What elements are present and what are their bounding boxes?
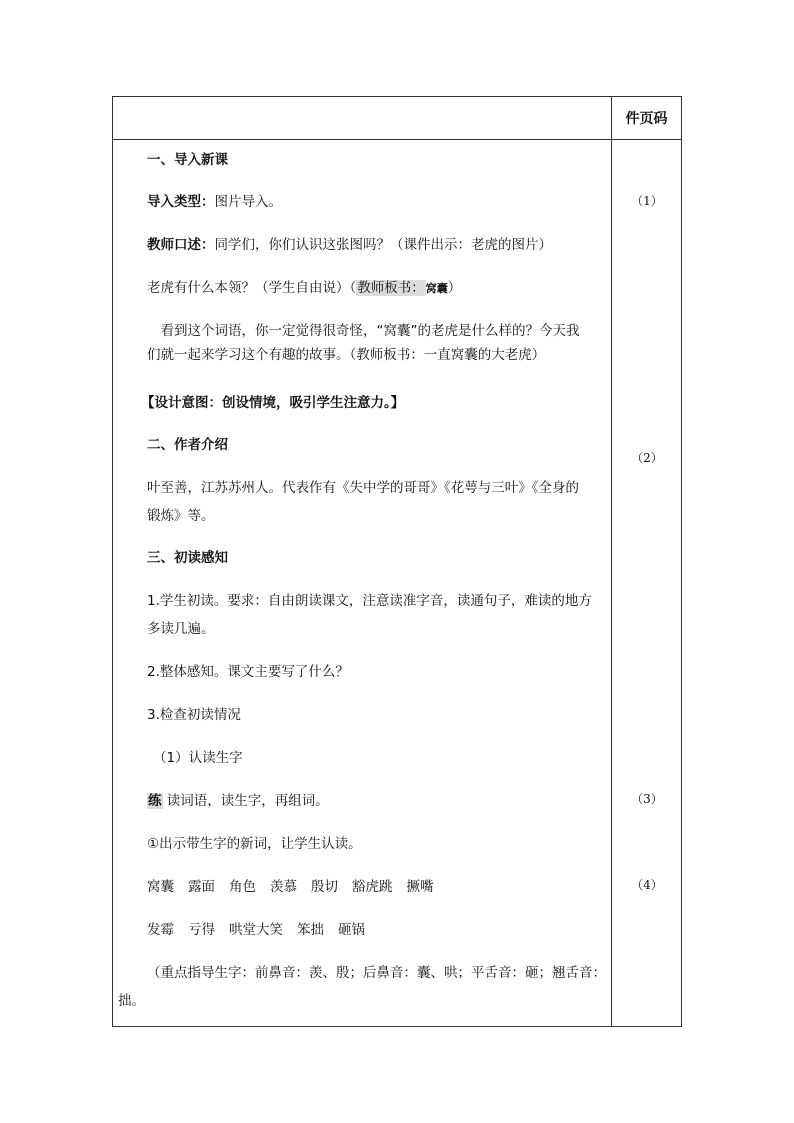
intro-type-line (147, 190, 605, 214)
show-words-line: ①出示带生字的新词，让学生认读。 (147, 836, 362, 852)
reading-step-2: 2.整体感知。课文主要写了什么？ (147, 664, 349, 680)
words-row-2 (147, 918, 605, 942)
word: 发霉 (147, 922, 174, 938)
practice-label: 练 (148, 793, 162, 809)
page-code-header: 件页码 (612, 97, 682, 140)
page-code: （4） (631, 878, 663, 892)
board-word: 窝囊 (425, 282, 448, 295)
teacher-speech-line (147, 233, 605, 257)
pronunciation-guide-line-1: （重点指导生字：前鼻音：羡、殷；后鼻音：囊、哄；平舌音：砸；翘舌音： (147, 965, 606, 981)
author-line-2: 锻炼》等。 (147, 508, 215, 524)
words-row-1 (147, 875, 605, 899)
word: 砸锅 (338, 922, 365, 938)
teacher-speech-text: 同学们，你们认识这张图吗？（课件出示：老虎的图片） (214, 237, 552, 253)
lesson-content-cell (113, 140, 612, 1027)
page-code: （2） (631, 451, 663, 465)
page-codes-cell (612, 140, 682, 1027)
reading-step-3-sub: （1）认读生字 (153, 750, 243, 766)
word: 羡慕 (270, 879, 297, 895)
author-line-1: 叶至善，江苏苏州人。代表作有《失中学的哥哥》《花萼与三叶》《全身的 (147, 480, 579, 496)
word: 窝囊 (147, 879, 174, 895)
reading-step-1-line-1: 1.学生初读。要求：自由朗读课文，注意读准字音，读通句子，难读的地方 (147, 593, 592, 609)
tiger-question-text: 老虎有什么本领？（学生自由说）（ (147, 280, 357, 296)
table-body-row (113, 140, 682, 1027)
intro-para-line-2: 们就一起来学习这个有趣的故事。（教师板书：一直窝囊的大老虎） (147, 347, 546, 363)
section-title-reading: 三、初读感知 (147, 550, 228, 566)
intro-type-label: 导入类型： (147, 194, 215, 210)
word: 豁虎跳 (352, 879, 393, 895)
intro-type-text: 图片导入。 (214, 194, 282, 210)
lesson-plan-table (112, 96, 682, 1027)
teacher-speech-label: 教师口述： (147, 237, 215, 253)
pronunciation-guide-line-2: 拙。 (118, 993, 145, 1009)
table-header-row (113, 97, 682, 140)
word: 殷切 (311, 879, 338, 895)
reading-step-1-line-2: 多读几遍。 (147, 621, 215, 637)
practice-line (147, 789, 605, 813)
tiger-question-close: ） (447, 280, 462, 296)
word: 角色 (229, 879, 256, 895)
header-blank-cell (113, 97, 612, 140)
board-label-highlight: 教师板书： (357, 280, 425, 296)
word: 哄堂大笑 (229, 922, 283, 938)
intro-para-line-1: 看到这个词语，你一定觉得很奇怪，“窝囊”的老虎是什么样的？今天我 (147, 323, 580, 339)
word: 笨拙 (297, 922, 324, 938)
section-title-intro: 一、导入新课 (147, 152, 228, 168)
reading-step-3: 3.检查初读情况 (147, 707, 241, 723)
tiger-question-line (147, 276, 605, 301)
section-title-author: 二、作者介绍 (147, 437, 228, 453)
page-code: （1） (631, 194, 663, 208)
practice-text: 读词语，读生字，再组词。 (162, 793, 329, 809)
page-code: （3） (631, 792, 663, 806)
design-intent: 【设计意图：创设情境，吸引学生注意力。】 (141, 395, 405, 411)
word: 露面 (188, 879, 215, 895)
word: 撅嘴 (406, 879, 434, 895)
word: 亏得 (188, 922, 215, 938)
